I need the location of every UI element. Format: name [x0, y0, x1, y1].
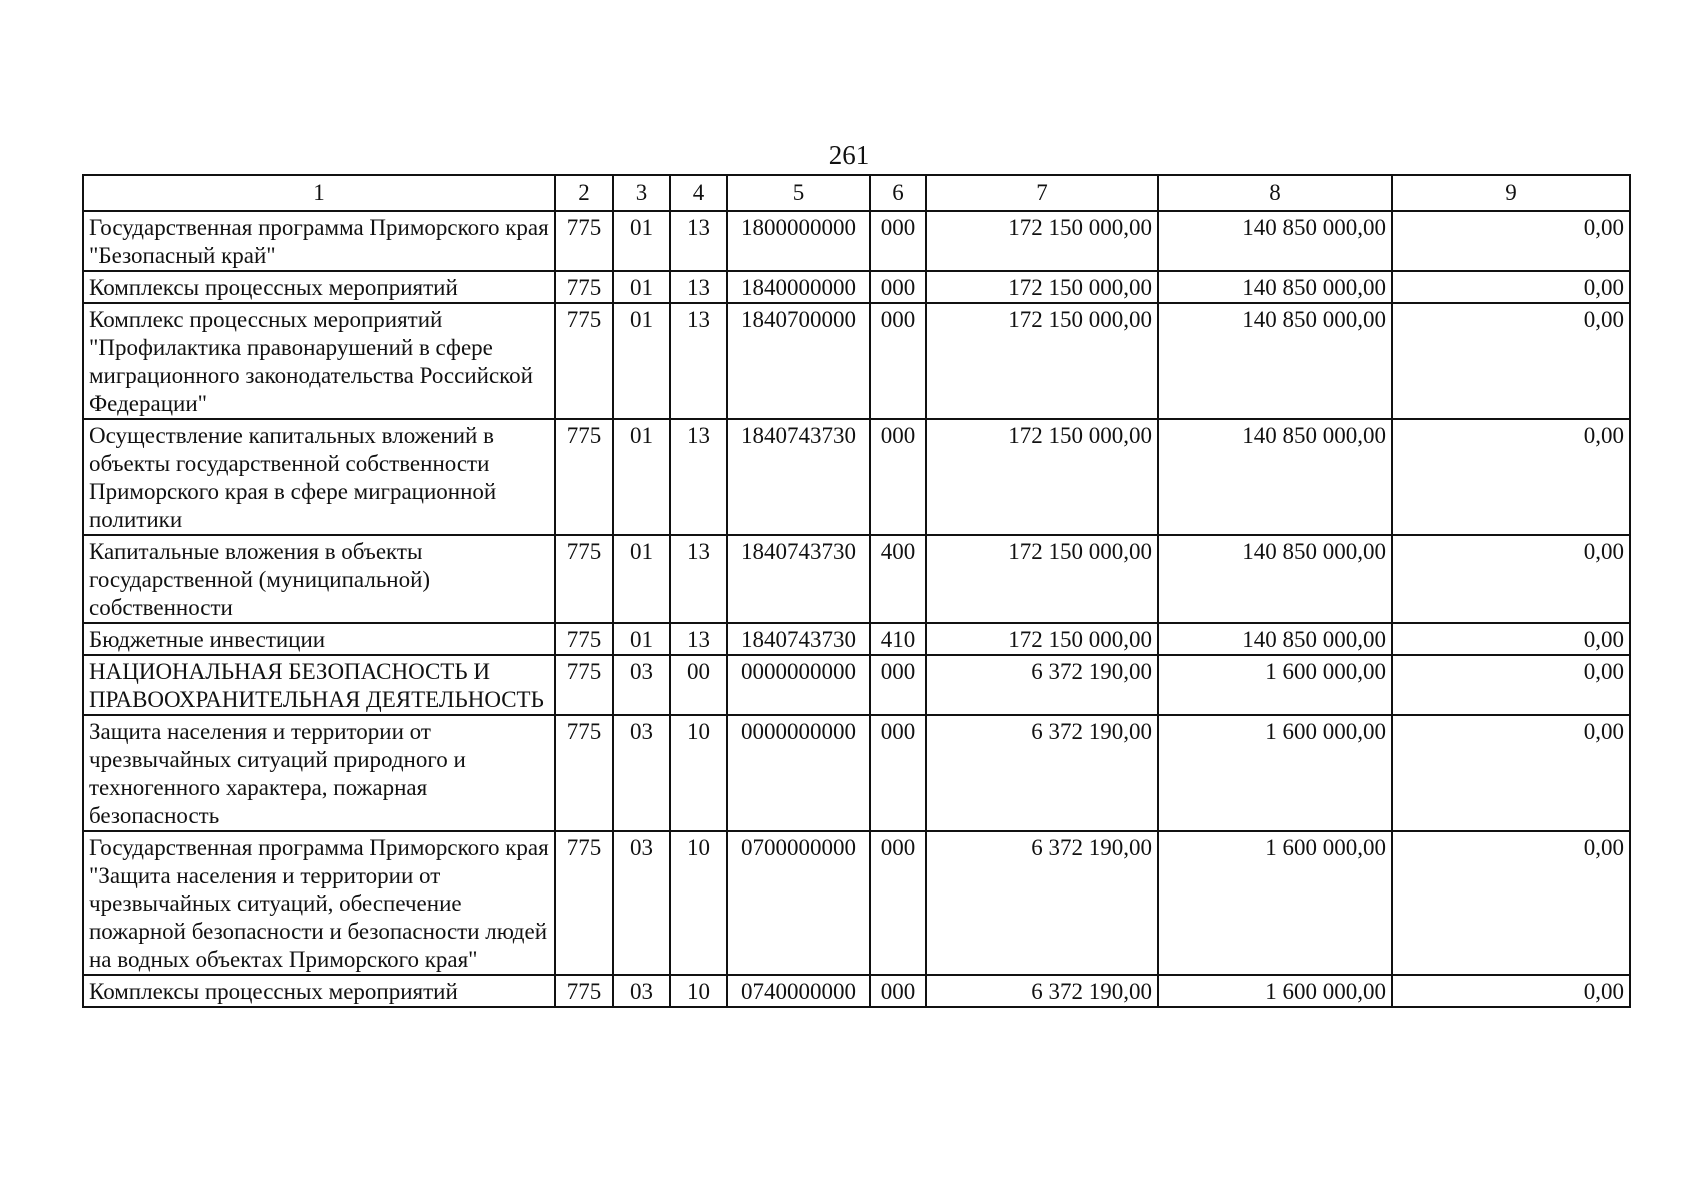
- section-code: 01: [613, 211, 670, 271]
- subsection-code: 13: [670, 623, 727, 655]
- amount-col-7: 172 150 000,00: [926, 419, 1158, 535]
- amount-col-7: 6 372 190,00: [926, 715, 1158, 831]
- amount-col-8: 1 600 000,00: [1158, 975, 1392, 1007]
- section-code: 01: [613, 623, 670, 655]
- column-header: 8: [1158, 175, 1392, 211]
- section-code: 01: [613, 419, 670, 535]
- target-article-code: 1840000000: [727, 271, 870, 303]
- expense-type-code: 000: [870, 303, 926, 419]
- target-article-code: 1840743730: [727, 535, 870, 623]
- row-name: Государственная программа Приморского края "Безопасный край": [83, 211, 555, 271]
- row-name: Капитальные вложения в объекты государственной (муниципальной) собственности: [83, 535, 555, 623]
- column-header: 7: [926, 175, 1158, 211]
- subsection-code: 00: [670, 655, 727, 715]
- target-article-code: 0700000000: [727, 831, 870, 975]
- column-header: 3: [613, 175, 670, 211]
- ministry-code: 775: [555, 655, 613, 715]
- amount-col-9: 0,00: [1392, 303, 1630, 419]
- expense-type-code: 000: [870, 211, 926, 271]
- amount-col-8: 1 600 000,00: [1158, 715, 1392, 831]
- subsection-code: 13: [670, 271, 727, 303]
- expense-type-code: 400: [870, 535, 926, 623]
- target-article-code: 1800000000: [727, 211, 870, 271]
- amount-col-8: 140 850 000,00: [1158, 271, 1392, 303]
- amount-col-9: 0,00: [1392, 831, 1630, 975]
- ministry-code: 775: [555, 535, 613, 623]
- amount-col-9: 0,00: [1392, 715, 1630, 831]
- subsection-code: 10: [670, 715, 727, 831]
- expense-type-code: 000: [870, 655, 926, 715]
- row-name: Комплекс процессных мероприятий "Профилактика правонарушений в сфере миграционного законодательства Российской Федерации": [83, 303, 555, 419]
- amount-col-8: 140 850 000,00: [1158, 211, 1392, 271]
- ministry-code: 775: [555, 715, 613, 831]
- row-name: Осуществление капитальных вложений в объекты государственной собственности Приморского края в сфере миграционной политики: [83, 419, 555, 535]
- ministry-code: 775: [555, 303, 613, 419]
- target-article-code: 1840743730: [727, 419, 870, 535]
- amount-col-9: 0,00: [1392, 623, 1630, 655]
- section-code: 01: [613, 271, 670, 303]
- table-row: [83, 715, 1630, 831]
- table-header-row: [83, 175, 1630, 211]
- section-code: 03: [613, 975, 670, 1007]
- amount-col-8: 140 850 000,00: [1158, 535, 1392, 623]
- subsection-code: 13: [670, 211, 727, 271]
- row-name: Комплексы процессных мероприятий: [83, 271, 555, 303]
- amount-col-8: 140 850 000,00: [1158, 303, 1392, 419]
- table-row: [83, 211, 1630, 271]
- amount-col-9: 0,00: [1392, 535, 1630, 623]
- amount-col-8: 140 850 000,00: [1158, 419, 1392, 535]
- row-name: Государственная программа Приморского края "Защита населения и территории от чрезвычайных ситуаций, обеспечение пожарной безопасности и безопасности людей на водных объектах Приморского края": [83, 831, 555, 975]
- amount-col-7: 6 372 190,00: [926, 655, 1158, 715]
- section-code: 03: [613, 715, 670, 831]
- amount-col-8: 1 600 000,00: [1158, 655, 1392, 715]
- column-header: 4: [670, 175, 727, 211]
- target-article-code: 0000000000: [727, 715, 870, 831]
- table-row: [83, 623, 1630, 655]
- amount-col-9: 0,00: [1392, 655, 1630, 715]
- amount-col-9: 0,00: [1392, 211, 1630, 271]
- ministry-code: 775: [555, 831, 613, 975]
- table-row: [83, 975, 1630, 1007]
- subsection-code: 10: [670, 831, 727, 975]
- table-row: [83, 655, 1630, 715]
- amount-col-7: 6 372 190,00: [926, 831, 1158, 975]
- row-name: Комплексы процессных мероприятий: [83, 975, 555, 1007]
- ministry-code: 775: [555, 623, 613, 655]
- amount-col-7: 172 150 000,00: [926, 271, 1158, 303]
- row-name: Защита населения и территории от чрезвычайных ситуаций природного и техногенного характера, пожарная безопасность: [83, 715, 555, 831]
- page-number: 261: [828, 140, 870, 170]
- amount-col-7: 172 150 000,00: [926, 623, 1158, 655]
- expense-type-code: 000: [870, 271, 926, 303]
- ministry-code: 775: [555, 211, 613, 271]
- table-row: [83, 535, 1630, 623]
- table-row: [83, 271, 1630, 303]
- target-article-code: 1840743730: [727, 623, 870, 655]
- section-code: 03: [613, 831, 670, 975]
- section-code: 01: [613, 535, 670, 623]
- expense-type-code: 410: [870, 623, 926, 655]
- amount-col-8: 1 600 000,00: [1158, 831, 1392, 975]
- column-header: 9: [1392, 175, 1630, 211]
- amount-col-9: 0,00: [1392, 271, 1630, 303]
- amount-col-7: 172 150 000,00: [926, 303, 1158, 419]
- column-header: 2: [555, 175, 613, 211]
- table-row: [83, 419, 1630, 535]
- amount-col-7: 172 150 000,00: [926, 211, 1158, 271]
- subsection-code: 13: [670, 535, 727, 623]
- row-name: Бюджетные инвестиции: [83, 623, 555, 655]
- subsection-code: 10: [670, 975, 727, 1007]
- amount-col-7: 172 150 000,00: [926, 535, 1158, 623]
- section-code: 03: [613, 655, 670, 715]
- amount-col-9: 0,00: [1392, 975, 1630, 1007]
- column-header: 6: [870, 175, 926, 211]
- table-row: [83, 303, 1630, 419]
- target-article-code: 0740000000: [727, 975, 870, 1007]
- subsection-code: 13: [670, 303, 727, 419]
- ministry-code: 775: [555, 271, 613, 303]
- amount-col-8: 140 850 000,00: [1158, 623, 1392, 655]
- expense-type-code: 000: [870, 419, 926, 535]
- ministry-code: 775: [555, 975, 613, 1007]
- subsection-code: 13: [670, 419, 727, 535]
- target-article-code: 1840700000: [727, 303, 870, 419]
- column-header: 5: [727, 175, 870, 211]
- target-article-code: 0000000000: [727, 655, 870, 715]
- expense-type-code: 000: [870, 715, 926, 831]
- table-row: [83, 831, 1630, 975]
- column-header: 1: [83, 175, 555, 211]
- row-name: НАЦИОНАЛЬНАЯ БЕЗОПАСНОСТЬ И ПРАВООХРАНИТЕЛЬНАЯ ДЕЯТЕЛЬНОСТЬ: [83, 655, 555, 715]
- budget-table: [82, 174, 1631, 1008]
- amount-col-9: 0,00: [1392, 419, 1630, 535]
- expense-type-code: 000: [870, 831, 926, 975]
- ministry-code: 775: [555, 419, 613, 535]
- expense-type-code: 000: [870, 975, 926, 1007]
- section-code: 01: [613, 303, 670, 419]
- amount-col-7: 6 372 190,00: [926, 975, 1158, 1007]
